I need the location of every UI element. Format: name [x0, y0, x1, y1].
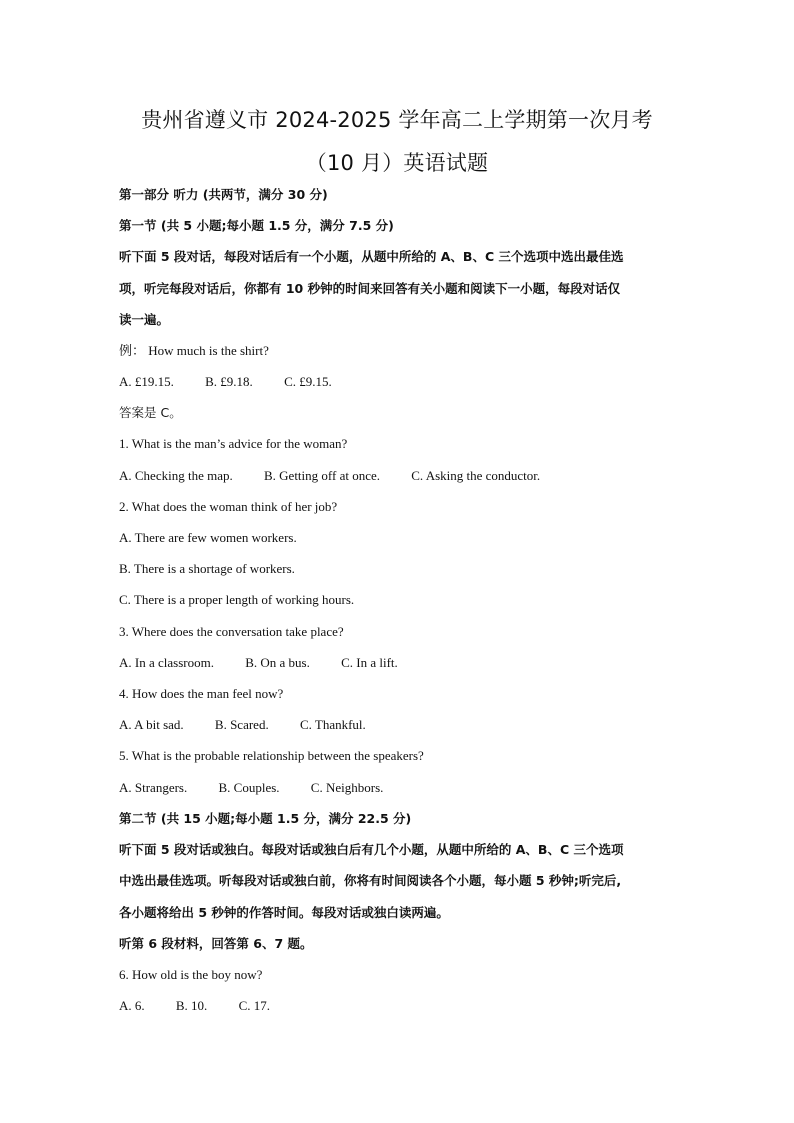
- option-b: B. 10.: [175, 998, 208, 1013]
- option-a: A. £19.15.: [119, 374, 174, 389]
- option-a: A. Strangers.: [119, 780, 188, 795]
- example-options: [119, 373, 332, 391]
- question-4-options: [119, 716, 366, 734]
- section1-instruction-line: 读一遍。: [119, 312, 170, 327]
- example-answer: 答案是 C。: [119, 405, 182, 420]
- question-1-options: [119, 467, 540, 485]
- option-c: C. Asking the conductor.: [411, 468, 541, 483]
- question-5: 5. What is the probable relationship between the speakers?: [119, 748, 424, 763]
- question-5-options: [119, 779, 383, 797]
- section2-instruction-line: 听下面 5 段对话或独白。每段对话或独白后有几个小题，从题中所给的 A、B、C 三个选项: [119, 842, 624, 857]
- option-b: B. £9.18.: [205, 374, 253, 389]
- option-c: C. In a lift.: [341, 655, 398, 670]
- part1-heading: 第一部分 听力 (共两节，满分 30 分): [119, 187, 328, 202]
- section1-instruction-line: 项，听完每段对话后，你都有 10 秒钟的时间来回答有关小题和阅读下一小题，每段对话仅: [119, 281, 621, 296]
- section2-instruction-line: 各小题将给出 5 秒钟的作答时间。每段对话或独白读两遍。: [119, 905, 449, 920]
- option-a: A. Checking the map.: [119, 468, 233, 483]
- option-c: C. Neighbors.: [310, 780, 384, 795]
- option-c: C. 17.: [238, 998, 270, 1013]
- option-b: B. There is a shortage of workers.: [119, 561, 295, 576]
- option-a: A. In a classroom.: [119, 655, 214, 670]
- question-6-options: [119, 997, 270, 1015]
- option-c: C. Thankful.: [299, 717, 366, 732]
- option-b: B. On a bus.: [245, 655, 310, 670]
- option-c: C. £9.15.: [284, 374, 332, 389]
- section1-instruction-line: 听下面 5 段对话，每段对话后有一个小题，从题中所给的 A、B、C 三个选项中选出最佳选: [119, 249, 624, 264]
- material-note: 听第 6 段材料，回答第 6、7 题。: [119, 936, 313, 951]
- question-1: 1. What is the man’s advice for the woman?: [119, 436, 348, 451]
- question-3-options: [119, 654, 398, 672]
- question-3: 3. Where does the conversation take place?: [119, 624, 344, 639]
- option-b: B. Getting off at once.: [263, 468, 380, 483]
- exam-subtitle: （10 月）英语试题: [305, 151, 489, 175]
- option-b: B. Couples.: [218, 780, 280, 795]
- option-a: A. There are few women workers.: [119, 530, 297, 545]
- option-c: C. There is a proper length of working hours.: [119, 592, 355, 607]
- option-a: A. A bit sad.: [119, 717, 184, 732]
- option-b: B. Scared.: [214, 717, 269, 732]
- section2-instruction-line: 中选出最佳选项。听每段对话或独白前，你将有时间阅读各个小题，每小题 5 秒钟;听完后,: [119, 873, 622, 888]
- exam-title: 贵州省遵义市 2024-2025 学年高二上学期第一次月考: [141, 108, 653, 132]
- section2-heading: 第二节 (共 15 小题;每小题 1.5 分，满分 22.5 分): [119, 811, 412, 826]
- question-6: 6. How old is the boy now?: [119, 967, 263, 982]
- question-2: 2. What does the woman think of her job?: [119, 499, 338, 514]
- example-question: 例： How much is the shirt?: [119, 343, 269, 358]
- question-4: 4. How does the man feel now?: [119, 686, 284, 701]
- option-a: A. 6.: [119, 998, 145, 1013]
- section1-heading: 第一节 (共 5 小题;每小题 1.5 分，满分 7.5 分): [119, 218, 394, 233]
